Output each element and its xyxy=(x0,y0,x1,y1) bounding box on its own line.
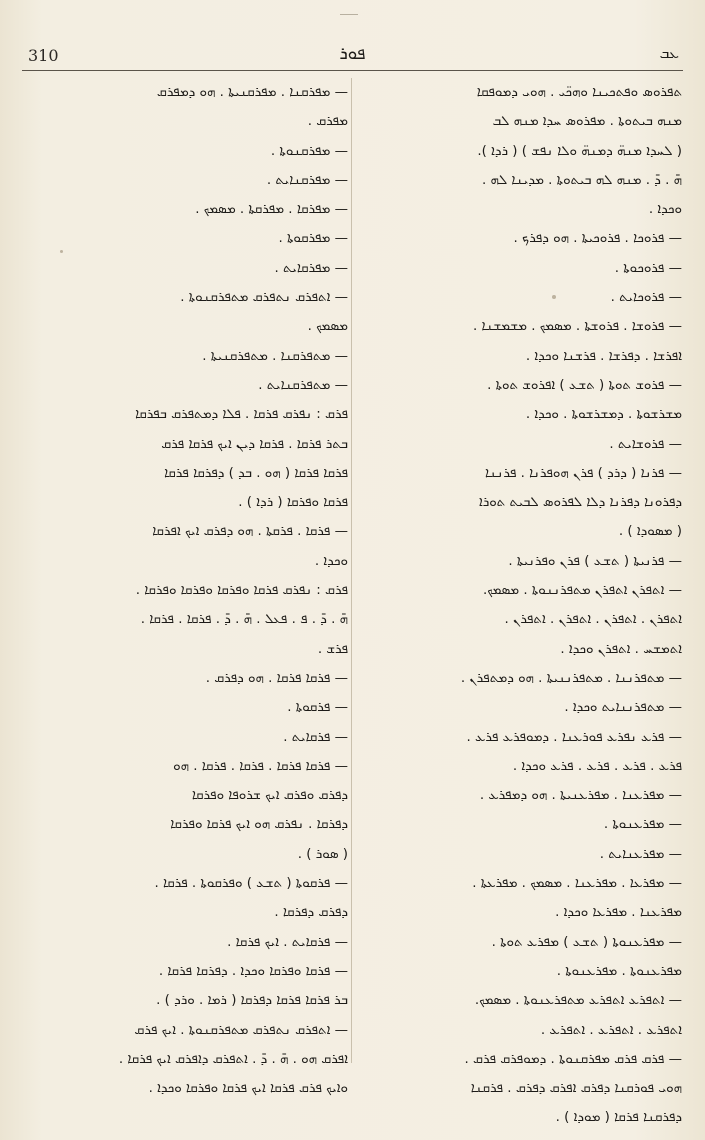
text-line: ܦܪܥ . ܦܪܥ . ܦܪܥ . ܦܪܥ ܘܟܕܐ . xyxy=(512,758,682,774)
text-line: ܦܪܩ : ܢܦܪܩ ܦܪܩܐ ܘܦܪܩܐ ܘܦܪܩܐ ܘܦܪܩܐ . xyxy=(135,583,348,599)
text-line: — ܡܦܪܩܢܐ . ܡܦܪܩܢܝܬܐ . ܗܘ ܕܡܦܪܩ xyxy=(156,85,348,100)
column-divider xyxy=(351,78,352,1063)
text-line: — ܦܪܩܐܝܬ . ܐܝܟ ܦܪܩܐ . xyxy=(227,934,348,950)
text-line: ܗܘܝ ܦܘܪܩܢܐ ܕܦܪܩ ܐܦܪܩ ܕܦܪܩ . ܦܪܩܢܐ xyxy=(470,1081,682,1097)
text-line: — ܡܦܪܩܘܬܐ . xyxy=(278,231,348,247)
text-line: — ܦܪܩܐ ܦܪܩܐ . ܗܘ ܕܦܪܩ . xyxy=(205,670,348,686)
text-line: — ܦܪܢܐ ( ܕܪܕ ) ܦܪܢ ܗܘܦܪܢܐ . ܦܪܢܢܐ xyxy=(485,465,682,481)
text-line: ܡܣܡܟ . xyxy=(307,319,348,335)
text-line: ܘܟܕܐ . xyxy=(314,553,348,569)
text-line: ܒܪ ܦܪܩܐ ܦܪܩܐ ܕܦܪܩܐ ( ܪܡܐ . ܘܪܕ ) . xyxy=(156,993,348,1009)
running-head: ܦܘܪ xyxy=(339,44,366,64)
top-mark xyxy=(340,14,358,15)
text-line: ( ܡܣܘܕܐ ) . xyxy=(618,524,682,540)
text-line: ܡܦܪܥܢܐ . ܡܦܪܥܐ ܘܟܕܐ . xyxy=(555,905,682,921)
text-line: ܒܬܪ ܦܪܩܐ . ܦܪܩܐ ܕܝܢ ܐܝܟ ܦܪܩܐ ܦܪܩ xyxy=(161,436,348,452)
text-line: ܡܦܪܥܢܘܬܐ . ܡܦܪܥܢܘܬܐ . xyxy=(556,963,682,979)
text-line: — ܐܬܦܪܢ ܐܬܦܪܢ ܡܬܦܪܢܢܘܬܐ . ܡܣܡܟ. xyxy=(482,583,682,599)
text-line: ܡܦܪܩ . xyxy=(307,114,348,130)
text-line: ܕܦܪܘܢܐ ܕܦܪܢܐ ܕܠܐ ܠܦܪܘܣ ܠܒܝܬ ܬܘܪܐ xyxy=(478,495,682,511)
text-line: — ܦܪܢܝܬܐ ( ܬܫܥ ) ܦܪܢ ܘܦܪܢܝܬܐ . xyxy=(508,553,682,569)
text-line: ܦܪܩ : ܢܦܪܩ ܦܪܩܐ . ܦܠܐ ܕܡܬܦܪܩ ܒܦܪܩܐ xyxy=(135,407,348,423)
text-line: — ܡܬܦܪܢܢܐ . ܡܬܦܪܢܢܝܬܐ . ܗܘ ܕܡܬܦܪܢ . xyxy=(460,670,682,686)
right-column xyxy=(362,78,682,1133)
text-line: — ܦܪܩܘܬܐ . xyxy=(287,700,348,716)
text-line: — ܡܬܦܪܩܢܐܝܬ . xyxy=(258,377,348,393)
text-line: — ܐܬܦܪܩ ܢܬܦܪܩ ܡܬܦܪܩܢܘܬܐ . ܐܝܟ ܦܪܩ xyxy=(134,1022,348,1038)
text-line: — ܡܦܪܥܢܘܬܐ ( ܬܫܥ ) ܡܦܪܥ ܬܘܬܐ . xyxy=(491,934,682,950)
text-line: ܐܦܪܫܐ . ܕܦܪܫܐ . ܦܪܫܢܐ ܘܟܕܐ . xyxy=(525,348,682,364)
text-line: — ܦܪܘܟܐܝܬ . xyxy=(610,290,682,306)
text-line: ܕܦܪܩ ܘܦܪܩ ܐܝܟ ܫܪܘܦܐ ܘܦܪܩܐ xyxy=(191,788,348,804)
text-line: ܦܪܩܐ ܦܪܩܐ ( ܗܘ . ܒܕ ) ܕܦܪܩܐ ܦܪܩܐ xyxy=(164,465,348,481)
text-line: — ܡܦܪܥܢܐ . ܡܦܪܥܢܝܬܐ . ܗܘ ܕܡܦܪܥ . xyxy=(479,788,682,804)
text-line: — ܦܪܘܫܐܝܬ . xyxy=(609,436,682,452)
text-line: ܦܪܫ . xyxy=(317,641,348,657)
page-header xyxy=(22,44,683,68)
text-line: — ܦܪܩ ܦܪܩ ܡܦܪܩܢܘܬܐ . ܕܡܘܦܪܩ ܦܪܩ . xyxy=(464,1051,682,1067)
text-line: — ܡܦܪܩܐ . ܡܦܪܩܬܐ . ܡܣܡܟ . xyxy=(195,202,348,218)
text-line: — ܡܬܦܪܩܢܐ . ܡܬܦܪܩܢܝܬܐ . xyxy=(202,348,348,364)
paper-speck xyxy=(60,250,63,253)
text-line: ܦܪܩܐ ܘܦܪܩܐ ( ܪܕܐ ) . xyxy=(238,495,348,511)
text-line: — ܦܪܘܫܐ . ܦܪܘܫܬܐ . ܡܣܡܟ . ܡܫܡܫܢܐ . xyxy=(473,319,682,335)
text-line: — ܡܬܦܪܢܢܐܝܬ ܘܟܕܐ . xyxy=(564,700,682,716)
text-line: ܡܫܪܫܘܬܐ . ܕܡܫܪܫܘܬܐ . ܘܟܕܐ . xyxy=(525,407,682,423)
text-line: — ܡܦܪܥܐ . ܡܦܪܥܢܐ . ܡܣܡܟ . ܡܦܪܥܬܐ . xyxy=(472,876,682,892)
text-line: ( ܣܘܪ ) . xyxy=(297,846,348,862)
text-line: — ܦܪܩܐ . ܦܪܩܬܐ . ܗܘ ܕܦܪܩ ܐܝܟ ܐܦܪܩܐ xyxy=(152,524,348,540)
text-line: ܐܬܦܪܥ . ܐܬܦܪܥ . ܐܬܦܪܥ . xyxy=(540,1022,682,1038)
text-line: ܕܦܪܩܢܐ ܦܪܩܐ ( ܡܘܕܐ ) . xyxy=(555,1110,682,1126)
text-line: ܐܬܦܪܢ . ܐܬܦܪܢ . ܐܬܦܪܢ . ܐܬܦܪܢ . xyxy=(504,612,682,628)
text-line: — ܐܬܦܪܥ ܐܬܦܪܥ ܡܬܦܪܥܢܘܬܐ . ܡܣܡܟ. xyxy=(474,993,682,1009)
text-line: — ܐܬܦܪܩ ܢܬܦܪܩ ܡܬܦܪܩܢܘܬܐ . xyxy=(180,290,348,306)
text-line: — ܦܪܩܐ ܘܦܪܩܐ ܘܟܕܐ . ܕܦܪܩܐ ܦܪܩܐ . xyxy=(158,963,348,979)
text-line: — ܡܦܪܥܢܘܬܐ . xyxy=(603,817,682,833)
text-line: ܘܐܝܟ ܦܪܩ ܦܪܩܐ ܐܝܟ ܦܪܩܐ ܘܦܪܩܐ ܘܟܕܐ . xyxy=(148,1081,348,1097)
text-line: ܬܦܪܘܣ ܘܦܬܟܝܢܐ ܘܗܟ̈ܝ . ܗܘܝ ܕܡܘܦܩܐ xyxy=(476,85,682,100)
text-line: — ܦܪܩܘܬܐ ( ܬܫܥ ) ܘܦܪܩܘܬܐ . ܦܪܩܐ . xyxy=(154,876,348,892)
paper-speck xyxy=(552,295,556,299)
text-line: ܘܟܕܐ . xyxy=(648,202,682,218)
text-line: ܐܦܪܩ ܗܘ . ܗ̄ . ܕ̄ . ܐܬܦܪܩ ܕܐܦܪܩ ܐܝܟ ܦܪܩܐ . xyxy=(118,1051,348,1067)
text-line: — ܦܪܥ ܢܦܪܥ ܦܘܪܥܢܐ . ܕܡܘܦܪܥ ܦܪܥ . xyxy=(466,729,682,745)
text-line: — ܡܦܪܩܐܝܬ . xyxy=(274,260,348,276)
page-number: 310 xyxy=(28,46,59,65)
text-line: ܕܦܪܩܐ . ܢܦܪܩ ܗܘ ܐܝܟ ܦܪܩܐ ܘܦܪܩܐ xyxy=(170,817,348,833)
text-line: — ܡܦܪܩܢܘܬܐ . xyxy=(270,143,348,159)
text-line: ܕܦܪܩ ܕܦܪܩܐ . xyxy=(274,905,348,921)
text-line: ܗ̄ . ܕ̄ . ܡܢܗ ܠܗ ܒܝܬܘܬܐ . ܡܕܝܢܐ ܠܗ . xyxy=(482,172,682,188)
left-column xyxy=(28,78,348,1103)
text-line: ܗ̄ . ܕ̄ . ܦ . ܦܥܠ . ܗ̄ . ܕ̄ . ܦܪܩܐ . ܦܪܩܐ . xyxy=(140,612,348,628)
text-line: ܡܢܗ ܒܝܬܘܬܐ . ܡܦܪܘܣ ܚܕܐ ܡܢܗ ܠܒ xyxy=(492,114,682,130)
text-line: ( ܠܚܕܐ ܡܢܗ̈ ܕܡܢܗ̈ ܘܠܐ ܢܦܫ ) ( ܪܕܐ ). xyxy=(477,143,682,159)
text-line: — ܦܪܩܐ ܦܪܩܐ . ܦܪܩܐ . ܦܪܩܐ . ܗܘ xyxy=(173,758,348,774)
text-line: — ܡܦܪܥܢܐܝܬ . xyxy=(599,846,682,862)
text-line: ܐܬܡܫܚ . ܐܬܦܪܢ ܘܟܕܐ . xyxy=(560,641,682,657)
text-line: — ܦܪܘܫ ܬܘܬܐ ( ܬܫܥ ) ܐܦܪܘܫ ܬܘܬܐ . xyxy=(487,377,682,393)
text-line: — ܦܪܘܟܘܬܐ . xyxy=(614,260,682,276)
corner-word: ܥܒ xyxy=(659,44,679,62)
text-line: — ܦܪܘܟܐ . ܦܪܘܟܝܬܐ . ܗܘ ܕܦܪܟ . xyxy=(513,231,682,247)
text-line: — ܡܦܪܩܢܐܝܬ . xyxy=(266,172,348,188)
header-rule xyxy=(22,70,683,71)
text-line: — ܦܪܩܐܝܬ . xyxy=(283,729,348,745)
